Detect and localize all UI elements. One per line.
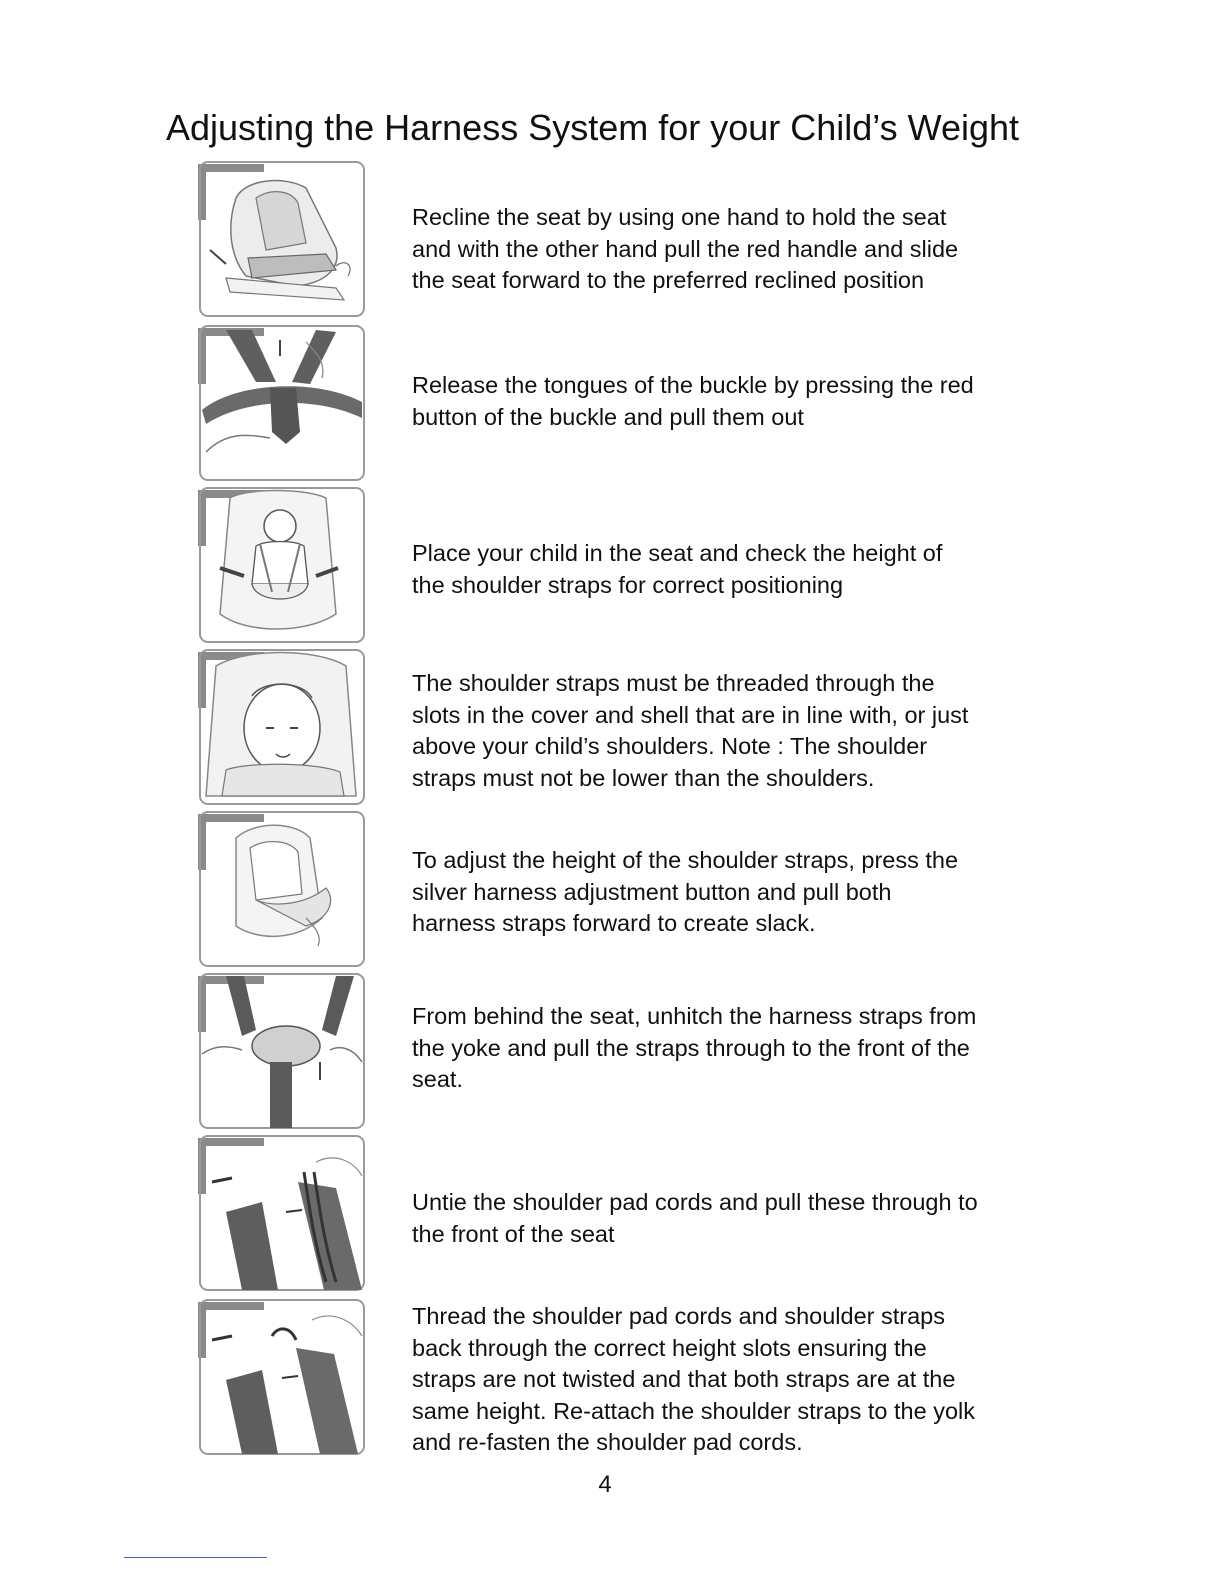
page-number: 4 — [598, 1471, 612, 1498]
step-8-text: Thread the shoulder pad cords and shoulder straps back through the correct height slots ensuring the straps are not twisted and that both straps are at the same height. Re-attach the shoulder straps to the yolk and re-fasten the shoulder pad cords. — [412, 1303, 976, 1455]
step-3-text: Place your child in the seat and check the height of the shoulder straps for correct positioning — [412, 540, 943, 598]
step-2-text: Release the tongues of the buckle by pressing the red button of the buckle and pull them out — [412, 372, 974, 430]
footer-rule — [124, 1557, 267, 1558]
step-3-illustration — [186, 484, 368, 644]
step-6-text: From behind the seat, unhitch the harness straps from the yoke and pull the straps through to the front of the seat. — [412, 1003, 977, 1092]
step-1-illustration — [186, 158, 368, 318]
step-2-illustration — [186, 322, 368, 482]
step-5-illustration — [186, 808, 368, 968]
step-4-text: The shoulder straps must be threaded through the slots in the cover and shell that are in line with, or just above your child’s shoulders. Note : The shoulder straps must not be lower than the shoulders. — [412, 670, 969, 791]
page-title: Adjusting the Harness System for your Child’s Weight — [166, 107, 1020, 148]
step-4-illustration — [186, 646, 368, 806]
step-1-text: Recline the seat by using one hand to hold the seat and with the other hand pull the red handle and slide the seat forward to the preferred reclined position — [412, 204, 959, 293]
step-6-illustration — [186, 970, 368, 1130]
step-7-text: Untie the shoulder pad cords and pull these through to the front of the seat — [412, 1189, 978, 1247]
step-5-text: To adjust the height of the shoulder straps, press the silver harness adjustment button and pull both harness straps forward to create slack. — [412, 847, 959, 936]
step-8-illustration — [186, 1296, 368, 1456]
step-7-illustration — [186, 1132, 368, 1292]
